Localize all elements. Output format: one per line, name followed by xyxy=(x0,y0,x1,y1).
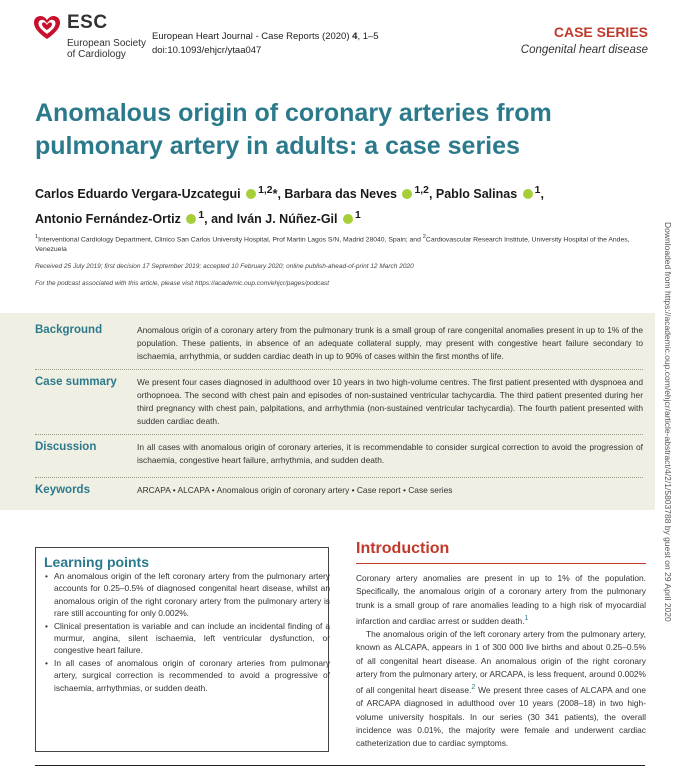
affil-sup: 2 xyxy=(422,234,426,240)
journal-volume: 4 xyxy=(352,31,358,42)
keyword-separator: • xyxy=(211,485,215,495)
author-affil: 1,2 xyxy=(414,185,429,196)
keyword: Case report xyxy=(356,485,401,495)
author-name: Carlos Eduardo Vergara-Uzcategui xyxy=(35,187,241,202)
learning-points-list xyxy=(44,570,330,694)
society-line-1: European Society xyxy=(67,38,146,49)
author-name: Antonio Fernández-Ortiz xyxy=(35,212,181,227)
author-affil: 1 xyxy=(354,210,361,222)
podcast-note: For the podcast associated with this article, please visit https://academic.oup.com/ehjcr/pages/podcast xyxy=(35,280,330,287)
abstract-case-summary xyxy=(35,376,643,440)
affiliations xyxy=(35,232,640,255)
author-name: Pablo Salinas xyxy=(435,187,518,202)
intro-paragraph xyxy=(356,572,646,628)
page-bottom-rule xyxy=(35,765,645,766)
download-note xyxy=(663,222,677,712)
keyword-separator: • xyxy=(351,485,355,495)
orcid-icon[interactable] xyxy=(343,214,353,224)
learning-point: • In all cases of anomalous origin of coronary arteries from pulmonary artery, surgical correction is recommended to avoid a progressive of ischaemia, arrhythmias, or sudden death. xyxy=(54,657,330,694)
author-affil: 1 xyxy=(198,210,205,222)
keyword-separator: • xyxy=(172,485,176,495)
abstract-divider xyxy=(35,434,643,435)
learning-point: • An anomalous origin of the left coronary artery from the pulmonary artery accounts for 0.25–0.5% of diagnosed congenital heart disease, whilst an anomalous origin of the right coronary artery from the pulmonary artery is rare still accounting for only 0.002%. xyxy=(54,570,330,620)
case-summary-label: Case summary xyxy=(35,376,117,388)
learning-points-box xyxy=(35,547,329,752)
and-word: and xyxy=(211,212,234,227)
author-list: Carlos Eduardo Vergara-Uzcategui $^{1,2}$*, Barbara das Neves $^{1,2}$, Pablo Salinas $^1$, Antonio Fernández-Ortiz $^1$, and Iván J. Núñez-Gil $^1$ xyxy=(35,185,544,227)
author-name: Barbara das Neves xyxy=(284,187,397,202)
series-subtitle: Congenital heart disease xyxy=(520,44,648,56)
background-label: Background xyxy=(35,324,103,336)
doi-link[interactable]: doi:10.1093/ehjcr/ytaa047 xyxy=(152,45,262,56)
corresponding-mark: * xyxy=(272,187,278,202)
received-dates: Received 25 July 2019; first decision 17 September 2019; accepted 10 February 2020; online publish-ahead-of-print 12 March 2020 xyxy=(35,263,414,270)
orcid-icon[interactable] xyxy=(402,189,412,199)
introduction-body xyxy=(356,572,646,750)
keyword: Anomalous origin of coronary artery xyxy=(216,485,350,495)
structured-abstract xyxy=(0,313,655,510)
keyword: ARCAPA xyxy=(137,485,171,495)
esc-heart-logo-icon xyxy=(33,14,61,42)
journal-pages: , 1–5 xyxy=(357,31,379,42)
affiliation-1: Interventional Cardiology Department, Clinico San Carlos University Hospital, Prof Martin Lagos S/N, Madrid 28040, Spain; and xyxy=(38,236,421,244)
author-name: Iván J. Núñez-Gil xyxy=(236,212,338,227)
introduction-rule xyxy=(356,563,646,564)
author-affil: 1 xyxy=(534,185,541,196)
intro-paragraph xyxy=(356,628,646,750)
intro-p2-text: The anomalous origin of the left coronary artery from the pulmonary artery, known as ALCAPA, appears in 1 of 300 000 live births and about 0.25–0.5% of all congenital heart disease. An anomalous origin of the right coronary artery from the pulmonary artery, or ARCAPA, is less frequent, around 0.002% of all congenital heart disease. xyxy=(356,628,646,695)
abstract-background xyxy=(35,324,643,374)
learning-point: • Clinical presentation is variable and can include an incidental finding of a murmur, angina, silent ischaemia, left ventricular dysfunction, or congestive heart failure. xyxy=(54,620,330,657)
discussion-text: In all cases with anomalous origin of coronary arteries, it is recommendable to consider surgical correction to avoid the progression of ischaemia, congestive heart failure, arrhythmia, and sudden death. xyxy=(137,442,643,465)
society-line-2: of Cardiology xyxy=(67,49,126,60)
affiliation-2: Cardiovascular Research Institute, University Hospital of the Andes, Venezuela xyxy=(35,236,630,254)
download-note-text: Downloaded from https://academic.oup.com/ehjcr/article-abstract/4/2/1/5803788 by guest on 29 April 2020 xyxy=(663,222,673,622)
orcid-icon[interactable] xyxy=(246,189,256,199)
reference-link[interactable]: 1 xyxy=(524,614,529,622)
affil-sup: 1 xyxy=(35,234,39,240)
esc-logo-text: ESC xyxy=(67,12,108,33)
intro-p2-text-cont: We present three cases of ALCAPA and one of ARCAPA diagnosed in adulthood over 10 years (2008–18) in two high-volume university hospitals. In our series (30 341 patients), the overall incidence was 0.01%, the majority were female and underwent cardiac catheterization due to cardiac symptoms. xyxy=(356,684,646,749)
article-title: Anomalous origin of coronary arteries from pulmonary artery in adults: a case series xyxy=(35,99,552,160)
reference-link[interactable]: 2 xyxy=(471,684,476,692)
intro-p1-text: Coronary artery anomalies are present in up to 1% of the population. Specifically, the anomalous origin of a coronary artery from the pulmonary trunk is a small group of rare anomalies leading to a high risk of myocardial infarction and cardiac arrest or sudden death. xyxy=(356,573,646,626)
orcid-icon[interactable] xyxy=(186,214,196,224)
background-text: Anomalous origin of a coronary artery from the pulmonary trunk is a small group of rare congenital anomalies present in up to 1% of the population. These patients, in absence of an adequate collateral supply, may present with congestive heart failure secondary to ischaemia, arrhythmia, or sudden cardiac death in up to 90% of cases within the first months of life. xyxy=(137,325,643,361)
abstract-divider xyxy=(35,477,643,478)
orcid-icon[interactable] xyxy=(523,189,533,199)
abstract-divider xyxy=(35,369,643,370)
journal-citation xyxy=(152,30,432,58)
abstract-keywords xyxy=(35,484,643,504)
introduction-heading: Introduction xyxy=(356,540,450,557)
discussion-label: Discussion xyxy=(35,441,97,453)
case-summary-text: We present four cases diagnosed in adulthood over 10 years in two high-volume centres. The first patient presented with dyspnoea and orthopnoea. The second with chest pain and episodes of non-sustained ventricular tachycardia. The third patient presented during her third pregnancy with chest pain, palpitations, and arrhythmia (non-sustained ventricular tachycardia). The fourth patient presented with sudden cardiac death. xyxy=(137,377,643,426)
keyword: Case series xyxy=(408,485,453,495)
keywords-list xyxy=(137,484,643,497)
keywords-label: Keywords xyxy=(35,484,90,496)
journal-name: European Heart Journal - Case Reports (2020) xyxy=(152,31,350,42)
learning-points-title: Learning points xyxy=(44,554,149,570)
series-title: CASE SERIES xyxy=(553,24,648,40)
keyword: ALCAPA xyxy=(177,485,210,495)
keyword-separator: • xyxy=(402,485,406,495)
abstract-discussion xyxy=(35,441,643,477)
author-affil: 1,2 xyxy=(258,185,273,196)
